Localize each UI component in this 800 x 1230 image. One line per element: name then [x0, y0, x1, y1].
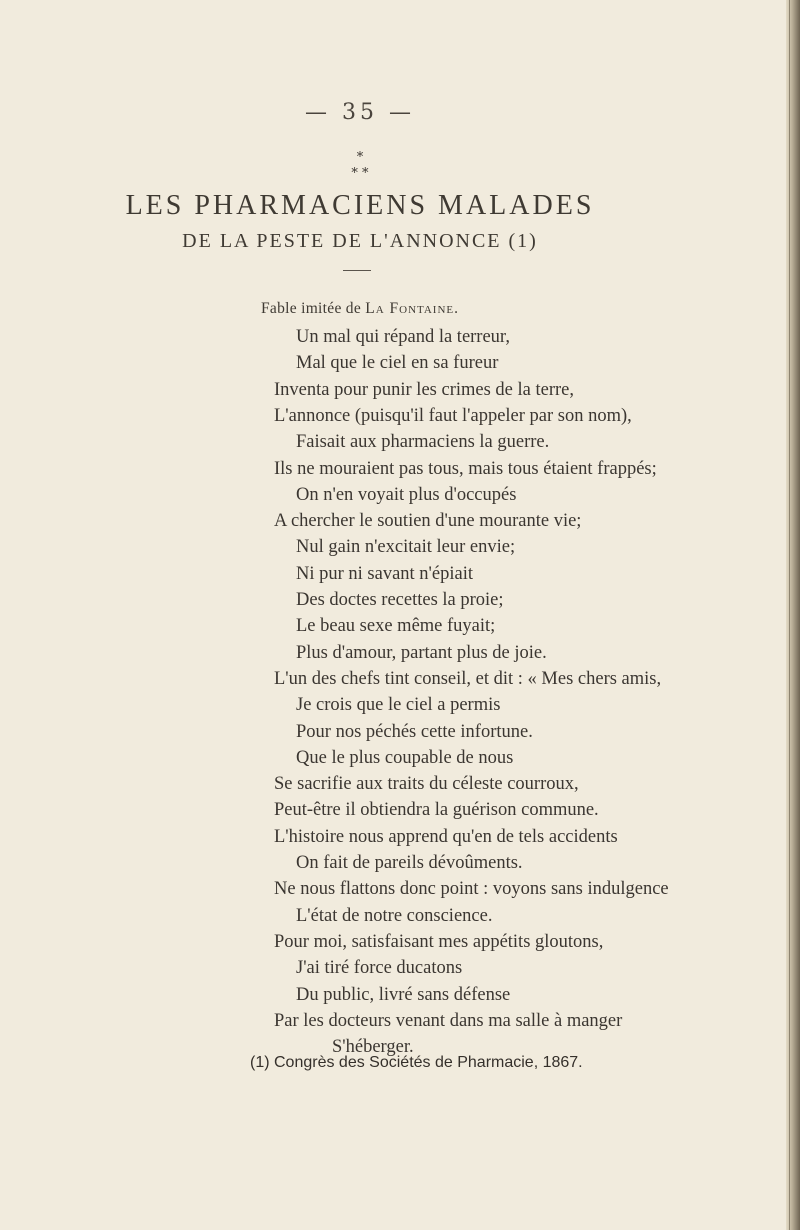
poem-title: LES PHARMACIENS MALADES	[125, 190, 595, 221]
ornament-asterism: * * *	[351, 150, 369, 181]
poem-line: Je crois que le ciel a permis	[296, 695, 501, 716]
poem-line: On n'en voyait plus d'occupés	[296, 484, 517, 505]
poem-line: Des doctes recettes la proie;	[296, 590, 504, 610]
poem-line: Un mal qui répand la terreur,	[296, 327, 510, 347]
poem-line: Pour nos péchés cette infortune.	[296, 721, 533, 742]
poem-line: Le beau sexe même fuyait;	[296, 616, 496, 637]
poem-line: Inventa pour punir les crimes de la terre,	[274, 379, 574, 400]
poem-line: L'état de notre conscience.	[296, 905, 493, 926]
epigraph-author: La Fontaine.	[365, 300, 460, 317]
poem-line: S'héberger.	[332, 1037, 414, 1058]
poem-line: On fait de pareils dévoûments.	[296, 853, 523, 873]
title-divider	[343, 270, 371, 271]
poem-line: Que le plus coupable de nous	[296, 747, 514, 768]
poem-line: J'ai tiré force ducatons	[296, 958, 463, 979]
poem-line: Ils ne mouraient pas tous, mais tous étaient frappés;	[274, 458, 657, 479]
poem-line: Pour moi, satisfaisant mes appétits gloutons,	[274, 931, 604, 952]
poem-line: L'histoire nous apprend qu'en de tels accidents	[274, 826, 618, 847]
epigraph-prefix: Fable imitée de	[260, 300, 362, 317]
poem-line: Faisait aux pharmaciens la guerre.	[296, 432, 550, 453]
poem-line: L'un des chefs tint conseil, et dit : « Mes chers amis,	[274, 668, 662, 689]
epigraph	[0, 300, 720, 318]
poem-line: Du public, livré sans défense	[296, 984, 511, 1005]
poem-line: Par les docteurs venant dans ma salle à manger	[274, 1010, 623, 1031]
page-number: — 35 —	[305, 100, 415, 125]
poem-line: L'annonce (puisqu'il faut l'appeler par son nom),	[274, 405, 632, 426]
page-edge	[786, 0, 800, 1230]
poem-line: Ni pur ni savant n'épiait	[296, 563, 473, 584]
poem-line: Ne nous flattons donc point : voyons sans indulgence	[274, 879, 669, 900]
poem-line: Se sacrifie aux traits du céleste courroux,	[274, 774, 579, 795]
poem-subtitle: DE LA PESTE DE L'ANNONCE (1)	[182, 230, 538, 252]
poem-line: Nul gain n'excitait leur envie;	[296, 537, 516, 558]
poem-line: Mal que le ciel en sa fureur	[296, 353, 499, 374]
poem-line: Plus d'amour, partant plus de joie.	[296, 642, 547, 663]
poem-line: A chercher le soutien d'une mourante vie;	[274, 511, 582, 532]
poem-line: Peut-être il obtiendra la guérison commune.	[274, 800, 599, 821]
footnote: (1) Congrès des Sociétés de Pharmacie, 1867.	[250, 1054, 583, 1071]
